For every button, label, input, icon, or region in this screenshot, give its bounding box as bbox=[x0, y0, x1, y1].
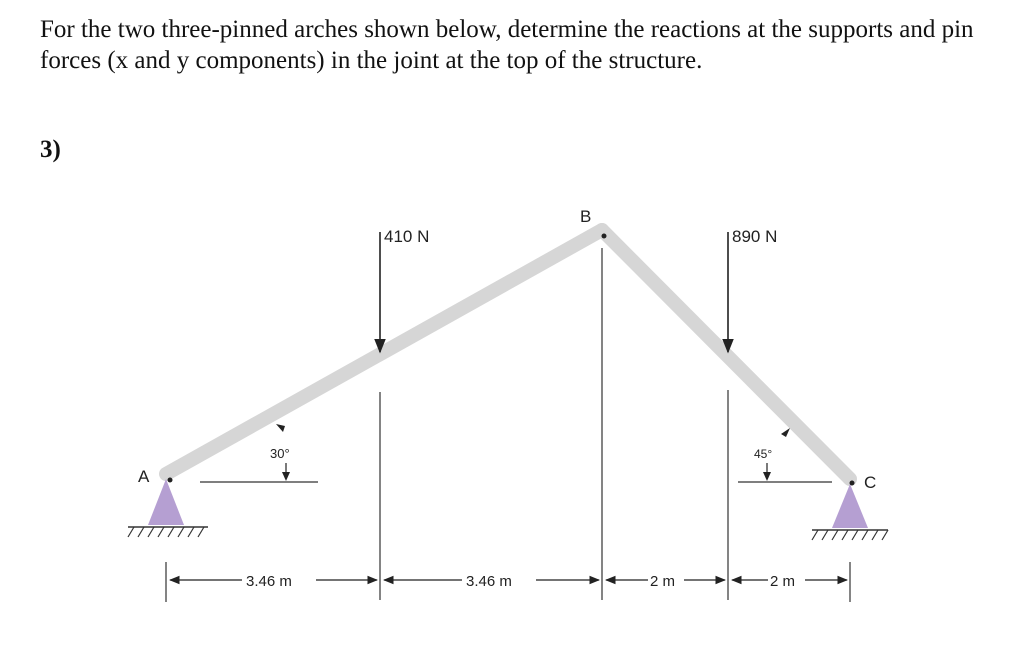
joint-label-b: B bbox=[580, 207, 592, 226]
pin-c-dot bbox=[850, 481, 855, 486]
dimension-label-1: 3.46 m bbox=[246, 573, 292, 590]
question-number: 3) bbox=[40, 136, 61, 163]
pin-support-a bbox=[128, 479, 208, 537]
angle-indicator-right bbox=[754, 428, 790, 481]
dimension-label-4: 2 m bbox=[770, 573, 796, 590]
load-label-left: 410 N bbox=[384, 227, 430, 246]
problem-statement: For the two three-pinned arches shown below, determine the reactions at the supports and pin forces (x and y components) in the joint at the top of the structure. bbox=[40, 16, 974, 74]
pin-b-dot bbox=[602, 234, 607, 239]
pin-a-dot bbox=[168, 478, 173, 483]
dimension-segment-2 bbox=[384, 573, 599, 590]
angle-label-right: 45° bbox=[754, 447, 773, 461]
joint-label-c: C bbox=[864, 473, 877, 492]
dimension-segment-4 bbox=[732, 573, 847, 590]
angle-indicator-left bbox=[270, 424, 290, 481]
load-label-right: 890 N bbox=[732, 227, 778, 246]
member-ab bbox=[166, 230, 602, 474]
dimension-label-2: 3.46 m bbox=[466, 573, 512, 590]
pin-support-c bbox=[812, 484, 888, 540]
angle-label-left: 30° bbox=[270, 446, 290, 461]
member-bc bbox=[602, 230, 850, 479]
dimension-segment-1 bbox=[170, 573, 377, 590]
dimension-label-3: 2 m bbox=[650, 573, 676, 590]
dimension-segment-3 bbox=[606, 573, 725, 590]
joint-label-a: A bbox=[138, 467, 150, 486]
